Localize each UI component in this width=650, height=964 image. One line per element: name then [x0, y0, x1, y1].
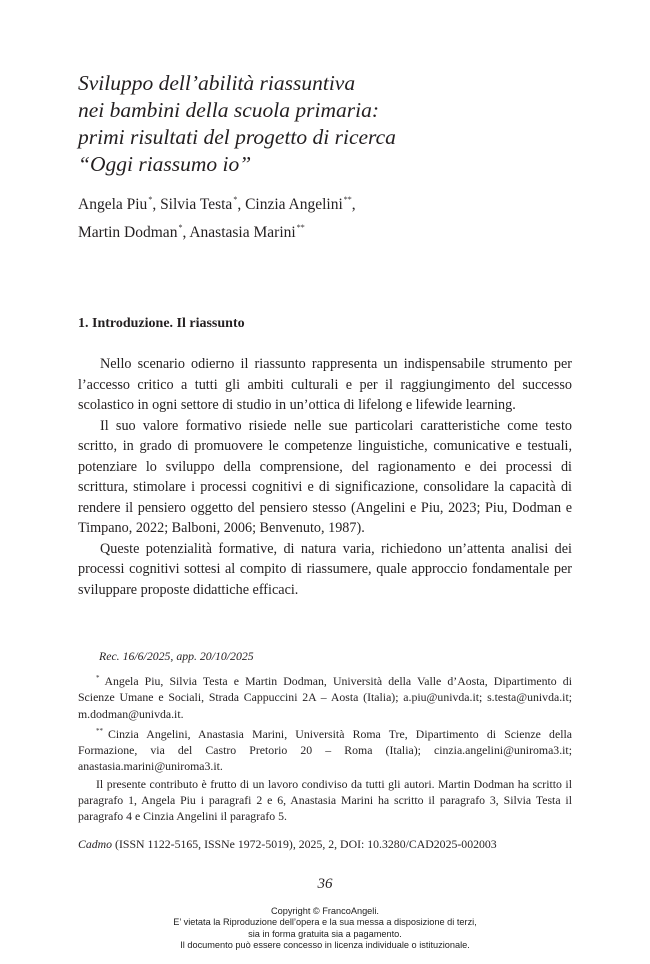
- author-line: [78, 216, 356, 244]
- author-separator: ,: [152, 196, 161, 213]
- footnote: [78, 776, 572, 825]
- author-separator: ,: [182, 224, 190, 241]
- author-name: Angela Piu: [78, 196, 148, 213]
- author-line: [78, 188, 356, 216]
- affiliation-mark: *: [148, 195, 153, 204]
- section-body: [78, 354, 572, 600]
- page-number: 36: [317, 876, 333, 892]
- copyright-line: Copyright © FrancoAngeli.: [271, 906, 379, 916]
- body-paragraph: Il suo valore formativo risiede nelle sue particolari caratteristiche come testo scritto, in grado di promuovere le competenze linguistiche, comunicative e testuali, potenziare lo sviluppo della comprensione, del ragionamento e dei processi di scrittura, stimolare i processi cognitivi e di significazione, consolidare la capacità di rendere il pensiero oggetto del pensiero stesso (Angelini e Piu, 2023; Piu, Dodman e Timpano, 2022; Balboni, 2006; Benvenuto, 1987).: [78, 417, 572, 536]
- footnote-text: Il presente contributo è frutto di un lavoro condiviso da tutti gli autori. Martin Dodman ha scritto il paragrafo 1, Angela Piu i paragrafi 2 e 6, Anastasia Marini ha scritto il paragrafo 3, Silvia Testa il paragrafo 4 e Cinzia Angelini il paragrafo 5.: [78, 776, 572, 824]
- footnote-text: Angela Piu, Silvia Testa e Martin Dodman, Università della Valle d’Aosta, Dipartimento di Scienze Umane e Sociali, Strada Cappuccini 2A – Aosta (Italia); a.piu@univda.it; s.testa@univda.it; m.dodman@univda.it.: [78, 674, 572, 721]
- author-separator: ,: [237, 196, 246, 213]
- title-line: Sviluppo dell’abilità riassuntiva: [78, 71, 356, 95]
- title-line: primi risultati del progetto di ricerca: [78, 125, 396, 149]
- copyright-line: sia in forma gratuita sia a pagamento.: [248, 928, 402, 939]
- affiliation-mark: **: [343, 195, 352, 204]
- article-title: [78, 70, 598, 178]
- author-name: Cinzia Angelini: [245, 196, 343, 213]
- section-heading: 1. Introduzione. Il riassunto: [78, 316, 245, 331]
- author-name: Silvia Testa: [160, 196, 233, 213]
- received-dates: Rec. 16/6/2025, app. 20/10/2025: [99, 649, 254, 663]
- journal-name: Cadmo: [78, 837, 113, 851]
- copyright-line: Il documento può essere concesso in licenza individuale o istituzionale.: [180, 939, 470, 950]
- author-separator: ,: [351, 196, 356, 213]
- author-name: Martin Dodman: [78, 224, 178, 241]
- footnote: [78, 670, 572, 722]
- author-name: Anastasia Marini: [189, 224, 296, 241]
- title-line: nei bambini della scuola primaria:: [78, 98, 379, 122]
- footnote-mark: **: [96, 726, 103, 735]
- affiliation-mark: *: [178, 223, 183, 232]
- journal-citation: [78, 837, 497, 852]
- body-paragraph: Nello scenario odierno il riassunto rappresenta un indispensabile strumento per l’accesso critico a tutti gli ambiti culturali e per il raggiungimento del successo scolastico in ogni settore di studio in un’ottica di lifelong e lifewide learning.: [78, 356, 572, 413]
- copyright-notice: [0, 906, 650, 951]
- footnote-text: Cinzia Angelini, Anastasia Marini, Università Roma Tre, Dipartimento di Scienze della Formazione, via del Castro Pretorio 20 – Roma (Italia); cinzia.angelini@uniroma3.it; anastasia.marini@uniroma3.it.: [78, 726, 572, 774]
- body-paragraph: Queste potenzialità formative, di natura varia, richiedono un’attenta analisi dei processi cognitivi sottesi al compito di riassumere, quale approccio fondamentale per sviluppare proposte didattiche efficaci.: [78, 540, 572, 598]
- copyright-line: E’ vietata la Riproduzione dell’opera e la sua messa a disposizione di terzi,: [173, 917, 477, 928]
- footnote-mark: *: [96, 674, 100, 682]
- author-list: [78, 188, 356, 244]
- footnotes: [78, 670, 572, 826]
- affiliation-mark: **: [296, 223, 305, 232]
- footnote: [78, 723, 572, 775]
- title-line: “Oggi riassumo io”: [78, 152, 252, 176]
- journal-details: (ISSN 1122-5165, ISSNe 1972-5019), 2025, 2, DOI: 10.3280/CAD2025-002003: [112, 837, 497, 851]
- affiliation-mark: *: [233, 195, 238, 204]
